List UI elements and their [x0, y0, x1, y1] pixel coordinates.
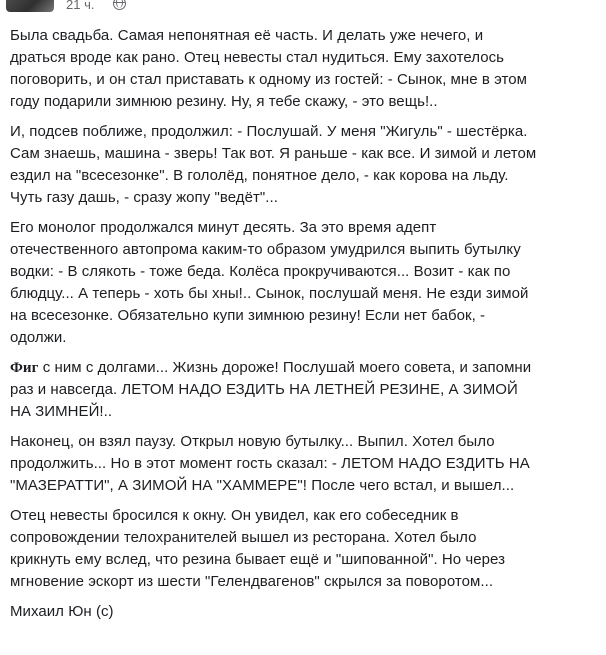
- paragraph-5: Наконец, он взял паузу. Открыл новую бутылку... Выпил. Хотел было продолжить... Но в этот момент гость сказал: - ЛЕТОМ НАДО ЕЗДИТЬ НА "МАЗЕРАТТИ", А ЗИМОЙ НА "ХАММЕРЕ"! После чего встал, и вышел...: [10, 433, 530, 494]
- post-header: [0, 0, 606, 14]
- post-text: [10, 25, 602, 631]
- paragraph-4-rest: с ним с долгами... Жизнь дороже! Послушай моего совета, и запомни раз и навсегда. ЛЕТОМ НАДО ЕЗДИТЬ НА ЛЕТНЕЙ РЕЗИНЕ, А ЗИМОЙ НА ЗИМНЕЙ!..: [10, 359, 532, 420]
- signature: Михаил Юн (с): [10, 603, 114, 620]
- paragraph-1: Была свадьба. Самая непонятная её часть. И делать уже нечего, и драться вроде как рано. Отец невесты стал нудиться. Ему захотелось поговорить, и он стал приставать к одному из гостей: - Сынок, мне в этом году подарили зимнюю резину. Ну, я тебе скажу, - это вещь!..: [10, 27, 527, 110]
- globe-icon[interactable]: [113, 0, 126, 10]
- paragraph-4-lead: Фиг: [10, 360, 39, 376]
- avatar[interactable]: [6, 0, 54, 12]
- post-time[interactable]: 21 ч.: [66, 0, 95, 12]
- paragraph-6: Отец невесты бросился к окну. Он увидел, как его собеседник в сопровождении телохранителей вышел из ресторана. Хотел было крикнуть ему вслед, что резина бывает ещё и "шипованной". Но через мгновение эскорт из шести "Гелендвагенов" скрылся за поворотом...: [10, 507, 506, 590]
- paragraph-3: Его монолог продолжался минут десять. За это время адепт отечественного автопрома каким-то образом умудрился выпить бутылку водки: - В слякоть - тоже беда. Колёса прокручиваются... Возит - как по блюдцу... А теперь - хоть бы хны!.. Сынок, послушай меня. Не езди зимой на всесезонке. Обязательно купи зимнюю резину! Если нет бабок, - одолжи.: [10, 219, 529, 346]
- paragraph-4: [10, 357, 602, 423]
- paragraph-2: И, подсев поближе, продолжил: - Послушай. У меня "Жигуль" - шестёрка. Сам знаешь, машина - зверь! Так вот. Я раньше - как все. И зимой и летом ездил на "всесезонке". В гололёд, понятное дело, - как корова на льду. Чуть газу дашь, - сразу жопу "ведёт"...: [10, 123, 537, 206]
